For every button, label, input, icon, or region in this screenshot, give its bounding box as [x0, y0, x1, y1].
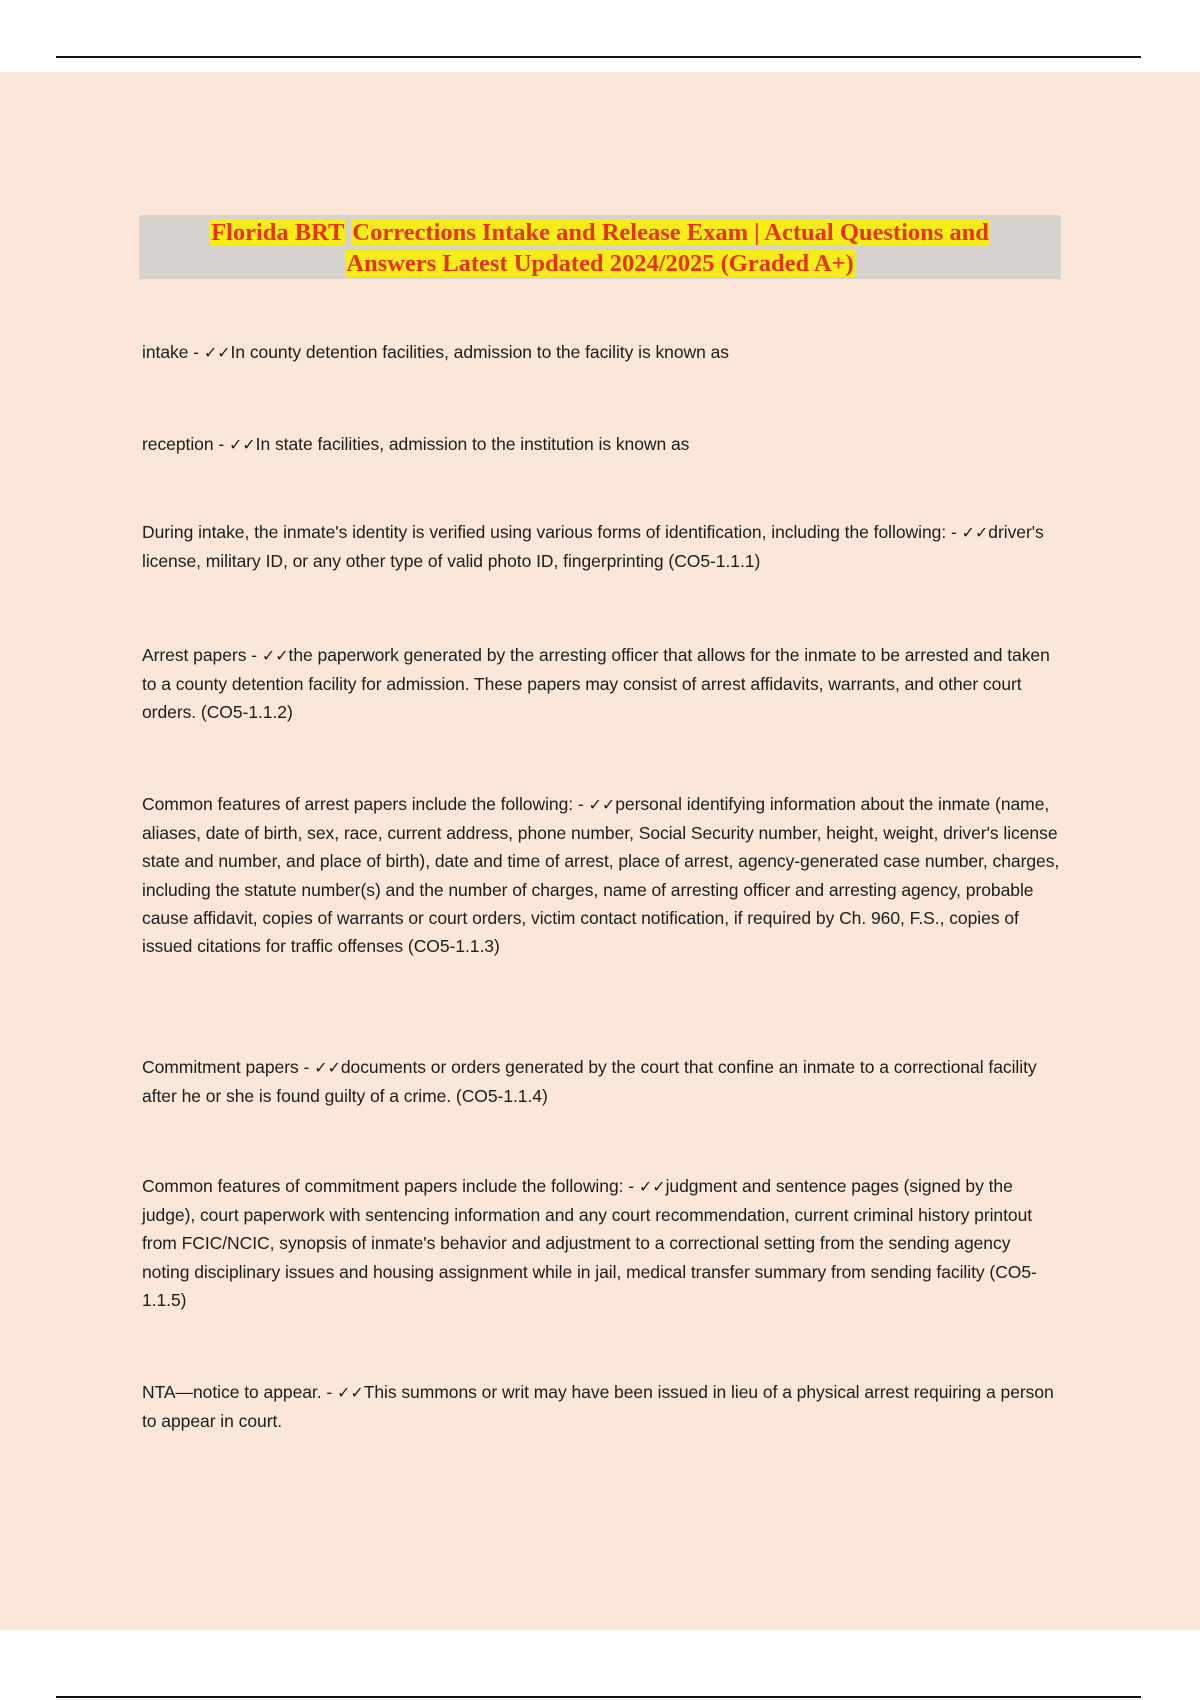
entry-term: Common features of commitment papers include the following: [142, 1176, 624, 1196]
entry-separator: - [573, 794, 589, 814]
title-part-2: Corrections Intake and Release Exam | Actual Questions and [352, 219, 989, 246]
entry-term: reception [142, 434, 214, 454]
double-check-icon: ✓✓ [588, 795, 616, 814]
entry-term: intake [142, 342, 189, 362]
double-check-icon: ✓✓ [261, 646, 289, 665]
entry-definition: This summons or writ may have been issued in lieu of a physical arrest requiring a person to appear in court. [142, 1382, 1054, 1432]
entry-separator: - [946, 522, 962, 542]
entry-term: During intake, the inmate's identity is verified using various forms of identification, including the following: [142, 522, 947, 542]
flashcard-entry [142, 338, 1062, 367]
entry-definition: driver's license, military ID, or any other type of valid photo ID, fingerprinting (CO5-1.1.1) [142, 522, 1044, 572]
entry-separator: - [213, 434, 229, 454]
flashcard-entry [142, 1172, 1062, 1314]
entry-separator: - [321, 1382, 337, 1402]
entry-definition: In state facilities, admission to the institution is known as [255, 434, 690, 454]
title-part-3: Answers Latest Updated 2024/2025 (Graded A+) [346, 250, 854, 277]
entry-definition: the paperwork generated by the arresting officer that allows for the inmate to be arrested and taken to a county detention facility for admission. These papers may consist of arrest affidavits, warrants, and other court orders. (CO5-1.1.2) [142, 645, 1050, 723]
entry-term: NTA—notice to appear. [142, 1382, 322, 1402]
double-check-icon: ✓✓ [961, 523, 989, 542]
flashcard-entry [142, 518, 1062, 575]
entry-term: Commitment papers [142, 1057, 299, 1077]
top-rule [56, 56, 1141, 58]
double-check-icon: ✓✓ [314, 1058, 341, 1077]
document-title [139, 217, 1061, 279]
flashcard-entry [142, 1053, 1062, 1110]
flashcard-entry [142, 1378, 1062, 1435]
entry-definition: judgment and sentence pages (signed by the judge), court paperwork with sentencing information and any court recommendation, current criminal history printout from FCIC/NCIC, synopsis of inmate's behavior and adjustment to a correctional setting from the sending agency noting disciplinary issues and housing assignment while in jail, medical transfer summary from sending facility (CO5-1.1.5) [142, 1176, 1037, 1310]
title-part-1: Florida BRT [211, 219, 345, 246]
entry-term: Arrest papers [142, 645, 247, 665]
entry-definition: documents or orders generated by the court that confine an inmate to a correctional facility after he or she is found guilty of a crime. (CO5-1.1.4) [142, 1057, 1037, 1107]
entry-separator: - [623, 1176, 639, 1196]
double-check-icon: ✓✓ [638, 1177, 666, 1196]
double-check-icon: ✓✓ [228, 435, 256, 454]
entry-separator: - [246, 645, 262, 665]
bottom-rule [56, 1696, 1141, 1698]
flashcard-entry [142, 790, 1062, 960]
double-check-icon: ✓✓ [203, 343, 231, 362]
flashcard-entry [142, 641, 1062, 727]
entry-separator: - [298, 1057, 315, 1077]
entry-definition: In county detention facilities, admission to the facility is known as [230, 342, 730, 362]
entry-separator: - [188, 342, 204, 362]
entry-term: Common features of arrest papers include the following: [142, 794, 574, 814]
double-check-icon: ✓✓ [336, 1383, 364, 1402]
entry-definition: personal identifying information about the inmate (name, aliases, date of birth, sex, race, current address, phone number, Social Security number, height, weight, driver's license state and number, and place of birth), date and time of arrest, place of arrest, agency-generated case number, charges, including the statute number(s) and the number of charges, name of arresting officer and arresting agency, probable cause affidavit, copies of warrants or court orders, victim contact notification, if required by Ch. 960, F.S., copies of issued citations for traffic offenses (CO5-1.1.3) [142, 794, 1060, 957]
flashcard-entry [142, 430, 1062, 459]
